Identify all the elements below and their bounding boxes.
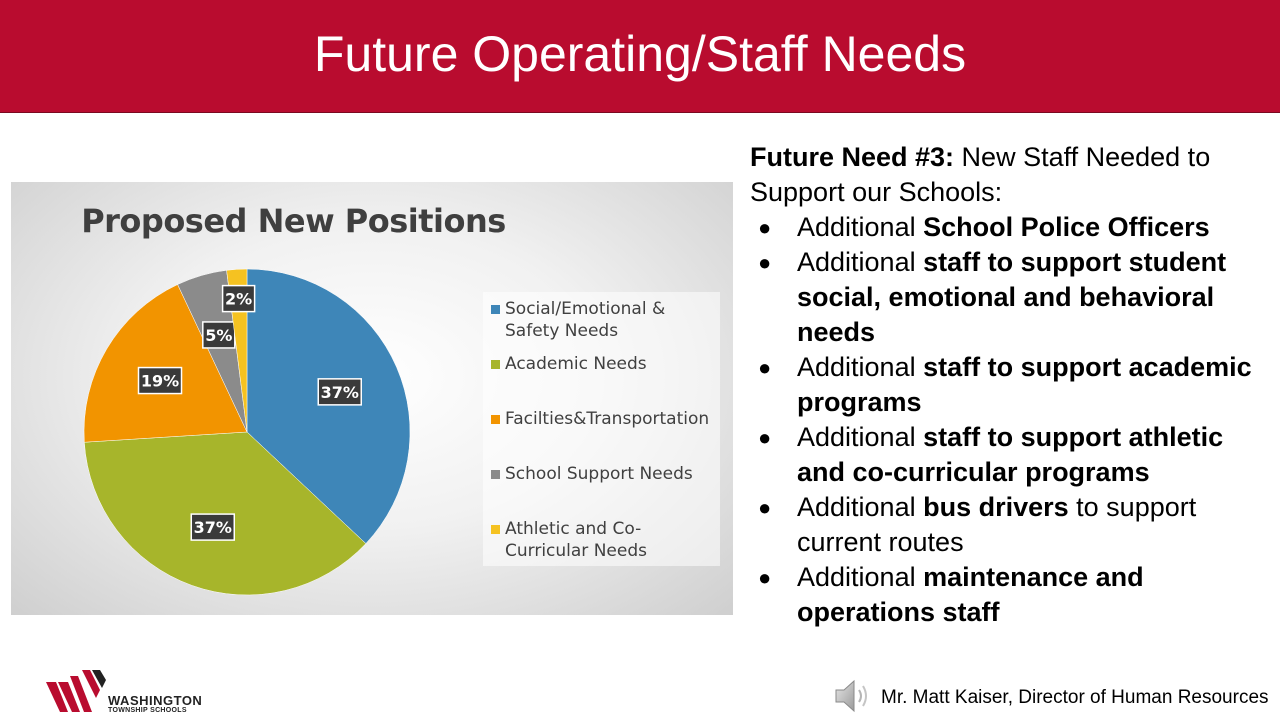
data-label: 37%: [320, 382, 359, 402]
legend-label: Facilties&Transportation: [505, 409, 710, 429]
need-item-text: Additional: [797, 562, 924, 592]
need-item-emphasis: maintenance and operations staff: [797, 562, 1144, 627]
legend-swatch: [491, 360, 500, 369]
legend-swatch: [491, 415, 500, 424]
need-item-text: Additional: [797, 352, 924, 382]
legend-label: School Support Needs: [505, 464, 693, 484]
legend-label: Social/Emotional & Safety Needs: [505, 299, 666, 341]
need-item-text: Additional: [797, 247, 924, 277]
need-item: [750, 350, 1270, 420]
need-item: [750, 245, 1270, 350]
need-item: [750, 560, 1270, 630]
presenter-caption: Mr. Matt Kaiser, Director of Human Resources: [881, 687, 1269, 708]
bullet-icon: ●: [758, 565, 772, 590]
slide-title: Future Operating/Staff Needs: [313, 26, 967, 82]
need-item: [750, 490, 1270, 560]
legend-swatch: [491, 305, 500, 314]
legend-label: Athletic and Co- Curricular Needs: [505, 519, 647, 561]
needs-intro-bold: Future Need #3:: [750, 142, 955, 172]
data-label: 19%: [140, 371, 180, 391]
bullet-icon: ●: [758, 250, 772, 275]
need-item: [750, 210, 1270, 245]
logo-subtitle: TOWNSHIP SCHOOLS: [108, 707, 187, 714]
need-item-emphasis: staff to support athletic and co-curricular programs: [797, 422, 1224, 487]
chart-title: Proposed New Positions: [81, 202, 506, 240]
data-label: 5%: [205, 325, 233, 345]
need-item-text: Additional: [797, 422, 924, 452]
logo-name: WASHINGTON: [108, 693, 203, 708]
logo-w-icon: [44, 668, 106, 716]
need-item-emphasis: School Police Officers: [923, 212, 1210, 242]
district-logo: [44, 668, 214, 716]
bullet-icon: ●: [758, 495, 772, 520]
need-item-emphasis: bus drivers: [923, 492, 1069, 522]
need-item-text: Additional: [797, 492, 924, 522]
slide-header: [0, 0, 1280, 113]
needs-list: [750, 210, 1270, 630]
bullet-icon: ●: [758, 425, 772, 450]
chart-legend: [483, 292, 720, 566]
needs-intro-text: New Staff Needed to Support our Schools:: [750, 142, 1211, 207]
pie-chart: [11, 182, 733, 615]
need-item: [750, 420, 1270, 490]
need-item-text: to support current routes: [797, 492, 1197, 557]
speaker-icon[interactable]: [832, 678, 872, 714]
legend-swatch: [491, 525, 500, 534]
need-item-emphasis: staff to support student social, emotional and behavioral needs: [797, 247, 1227, 347]
legend-swatch: [491, 470, 500, 479]
need-item-emphasis: staff to support academic programs: [797, 352, 1252, 417]
bullet-icon: ●: [758, 215, 772, 240]
need-item-text: Additional: [797, 212, 924, 242]
bullet-icon: ●: [758, 355, 772, 380]
needs-panel: [750, 140, 1270, 630]
legend-label: Academic Needs: [505, 354, 647, 374]
needs-intro: [750, 140, 1270, 210]
data-label: 37%: [193, 518, 232, 538]
data-label: 2%: [225, 289, 253, 309]
